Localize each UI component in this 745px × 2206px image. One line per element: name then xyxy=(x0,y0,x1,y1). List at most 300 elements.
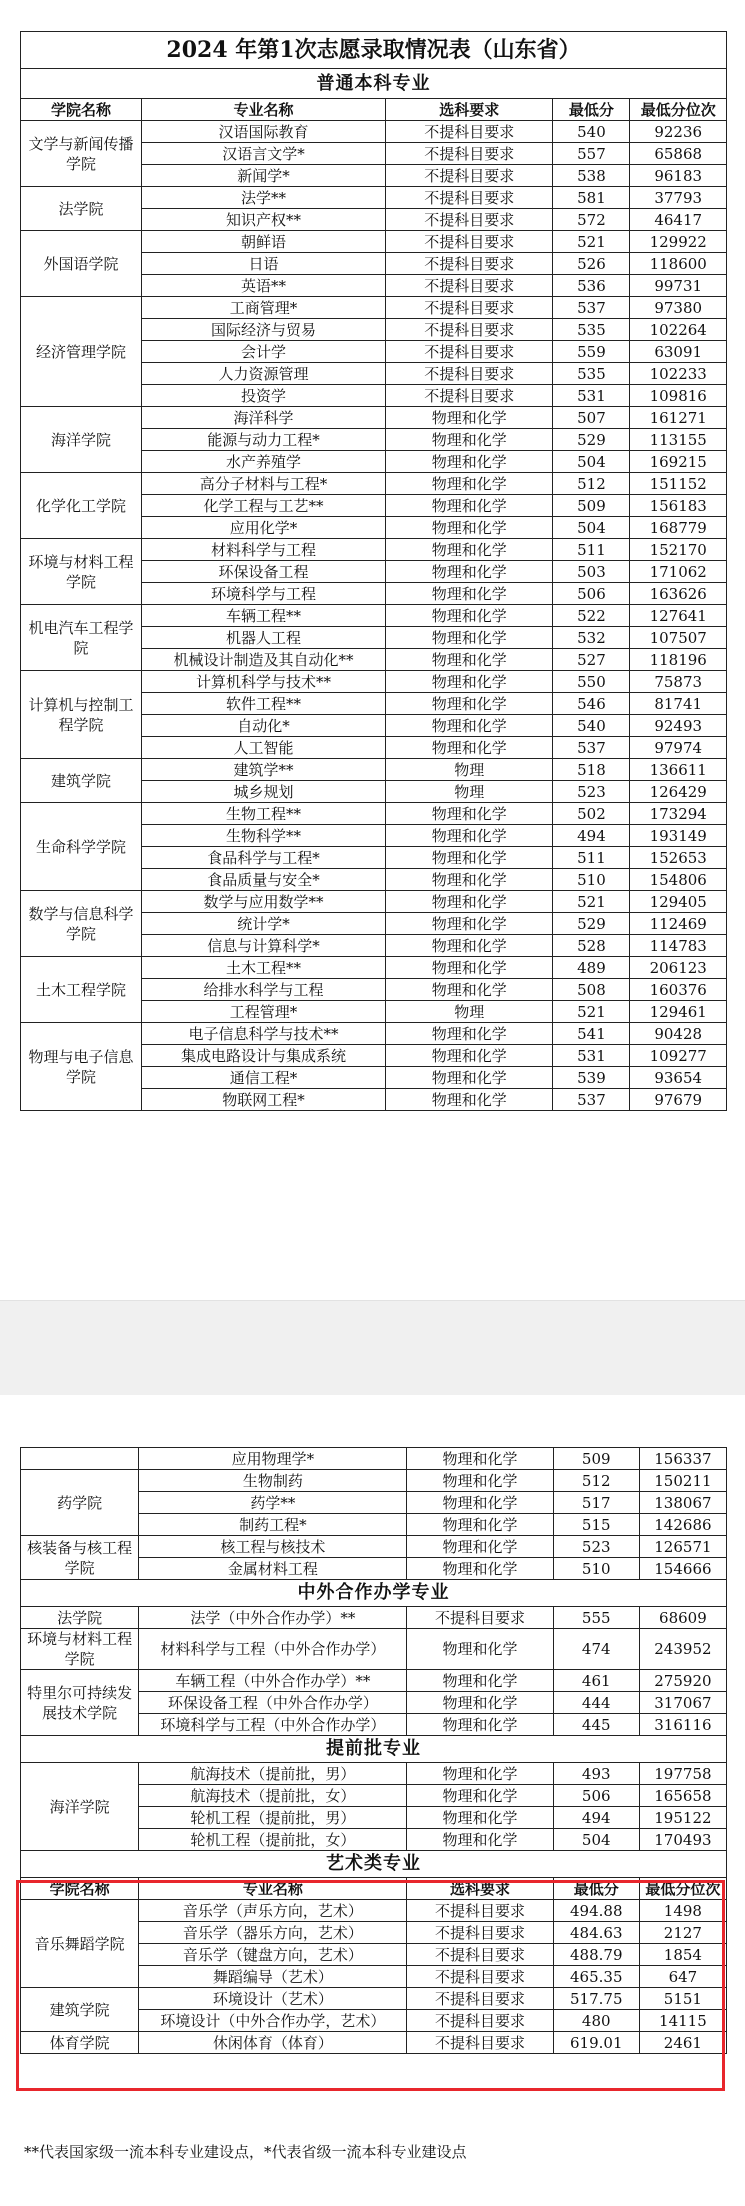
min-score: 531 xyxy=(553,1045,630,1067)
header-college: 学院名称 xyxy=(21,99,142,121)
min-score: 522 xyxy=(553,605,630,627)
college-name: 经济管理学院 xyxy=(21,297,142,407)
college-name: 化学化工学院 xyxy=(21,473,142,539)
college-name: 环境与材料工程学院 xyxy=(21,539,142,605)
header-min-score: 最低分 xyxy=(553,99,630,121)
min-score: 540 xyxy=(553,121,630,143)
min-rank: 90428 xyxy=(630,1023,727,1045)
subject-requirement: 物理和化学 xyxy=(386,627,553,649)
min-rank: 317067 xyxy=(639,1692,726,1714)
subject-requirement: 物理和化学 xyxy=(407,1714,553,1736)
major-name: 知识产权** xyxy=(141,209,385,231)
major-name: 轮机工程（提前批，女） xyxy=(139,1829,407,1851)
subject-requirement: 不提科目要求 xyxy=(386,121,553,143)
subject-requirement: 物理和化学 xyxy=(407,1492,553,1514)
table-row xyxy=(21,1470,727,1492)
min-score: 480 xyxy=(553,2010,639,2032)
min-rank: 160376 xyxy=(630,979,727,1001)
min-score: 521 xyxy=(553,1001,630,1023)
subject-requirement: 不提科目要求 xyxy=(386,187,553,209)
subject-requirement: 不提科目要求 xyxy=(386,253,553,275)
min-score: 508 xyxy=(553,979,630,1001)
subject-requirement: 物理 xyxy=(386,781,553,803)
min-score: 546 xyxy=(553,693,630,715)
subject-requirement: 物理 xyxy=(386,759,553,781)
table-row xyxy=(21,473,727,495)
table-row xyxy=(21,759,727,781)
min-rank: 14115 xyxy=(639,2010,726,2032)
subject-requirement: 不提科目要求 xyxy=(386,209,553,231)
table-row xyxy=(21,1607,727,1629)
subject-requirement: 不提科目要求 xyxy=(407,1922,553,1944)
min-rank: 129405 xyxy=(630,891,727,913)
subject-requirement: 物理和化学 xyxy=(407,1536,553,1558)
min-rank: 138067 xyxy=(639,1492,726,1514)
table-row xyxy=(21,231,727,253)
major-name: 环保设备工程（中外合作办学） xyxy=(139,1692,407,1714)
major-name: 音乐学（声乐方向，艺术） xyxy=(139,1900,407,1922)
college-name: 法学院 xyxy=(21,1607,139,1629)
subject-requirement: 物理和化学 xyxy=(386,517,553,539)
major-name: 食品科学与工程* xyxy=(141,847,385,869)
college-name: 计算机与控制工程学院 xyxy=(21,671,142,759)
table-row xyxy=(21,1023,727,1045)
min-score: 521 xyxy=(553,231,630,253)
min-score: 510 xyxy=(553,869,630,891)
min-score: 509 xyxy=(553,1448,639,1470)
min-score: 540 xyxy=(553,715,630,737)
subject-requirement: 物理和化学 xyxy=(386,737,553,759)
min-rank: 173294 xyxy=(630,803,727,825)
min-score: 537 xyxy=(553,737,630,759)
major-name: 投资学 xyxy=(141,385,385,407)
min-score: 528 xyxy=(553,935,630,957)
college-name: 外国语学院 xyxy=(21,231,142,297)
min-rank: 152653 xyxy=(630,847,727,869)
header-subject: 选科要求 xyxy=(407,1878,553,1900)
min-rank: 68609 xyxy=(639,1607,726,1629)
subject-requirement: 物理和化学 xyxy=(386,495,553,517)
subject-requirement: 物理和化学 xyxy=(407,1670,553,1692)
min-score: 512 xyxy=(553,473,630,495)
min-score: 502 xyxy=(553,803,630,825)
min-score: 537 xyxy=(553,1089,630,1111)
min-score: 529 xyxy=(553,913,630,935)
min-score: 489 xyxy=(553,957,630,979)
section-art-heading: 艺术类专业 xyxy=(21,1851,727,1878)
min-rank: 169215 xyxy=(630,451,727,473)
major-name: 材料科学与工程 xyxy=(141,539,385,561)
min-rank: 136611 xyxy=(630,759,727,781)
art-section-highlight xyxy=(16,1880,725,2091)
min-rank: 127641 xyxy=(630,605,727,627)
subject-requirement: 不提科目要求 xyxy=(386,275,553,297)
college-name: 海洋学院 xyxy=(21,407,142,473)
min-score: 539 xyxy=(553,1067,630,1089)
min-score: 531 xyxy=(553,385,630,407)
min-rank: 165658 xyxy=(639,1785,726,1807)
min-score: 504 xyxy=(553,451,630,473)
subject-requirement: 物理和化学 xyxy=(386,1089,553,1111)
min-rank: 152170 xyxy=(630,539,727,561)
major-name: 制药工程* xyxy=(139,1514,407,1536)
major-name: 软件工程** xyxy=(141,693,385,715)
major-name: 能源与动力工程* xyxy=(141,429,385,451)
min-rank: 316116 xyxy=(639,1714,726,1736)
major-name: 生物制药 xyxy=(139,1470,407,1492)
subject-requirement: 物理和化学 xyxy=(386,913,553,935)
major-name: 通信工程* xyxy=(141,1067,385,1089)
major-name: 环境科学与工程 xyxy=(141,583,385,605)
section-advance-heading: 提前批专业 xyxy=(21,1736,727,1763)
major-name: 机械设计制造及其自动化** xyxy=(141,649,385,671)
min-rank: 171062 xyxy=(630,561,727,583)
min-rank: 99731 xyxy=(630,275,727,297)
table-row xyxy=(21,957,727,979)
min-score: 488.79 xyxy=(553,1944,639,1966)
min-score: 555 xyxy=(553,1607,639,1629)
subject-requirement: 物理和化学 xyxy=(386,979,553,1001)
min-rank: 206123 xyxy=(630,957,727,979)
college-name: 海洋学院 xyxy=(21,1763,139,1851)
subject-requirement: 物理和化学 xyxy=(407,1558,553,1580)
min-rank: 92236 xyxy=(630,121,727,143)
table-row xyxy=(21,803,727,825)
min-rank: 5151 xyxy=(639,1988,726,2010)
header-subject: 选科要求 xyxy=(386,99,553,121)
major-name: 机器人工程 xyxy=(141,627,385,649)
min-rank: 118600 xyxy=(630,253,727,275)
table-row xyxy=(21,1448,727,1470)
page-2 xyxy=(0,1395,745,2206)
min-score: 484.63 xyxy=(553,1922,639,1944)
min-score: 511 xyxy=(553,847,630,869)
major-name: 汉语言文学* xyxy=(141,143,385,165)
min-score: 538 xyxy=(553,165,630,187)
subject-requirement: 物理和化学 xyxy=(386,869,553,891)
subject-requirement: 物理和化学 xyxy=(407,1829,553,1851)
major-name: 金属材料工程 xyxy=(139,1558,407,1580)
subject-requirement: 物理和化学 xyxy=(407,1470,553,1492)
subject-requirement: 物理和化学 xyxy=(386,803,553,825)
min-score: 550 xyxy=(553,671,630,693)
college-name: 音乐舞蹈学院 xyxy=(21,1900,139,1988)
min-score: 527 xyxy=(553,649,630,671)
min-rank: 63091 xyxy=(630,341,727,363)
min-rank: 129922 xyxy=(630,231,727,253)
subject-requirement: 物理和化学 xyxy=(386,561,553,583)
major-name: 食品质量与安全* xyxy=(141,869,385,891)
major-name: 国际经济与贸易 xyxy=(141,319,385,341)
min-rank: 102264 xyxy=(630,319,727,341)
min-rank: 97974 xyxy=(630,737,727,759)
major-name: 计算机科学与技术** xyxy=(141,671,385,693)
min-rank: 142686 xyxy=(639,1514,726,1536)
subject-requirement: 不提科目要求 xyxy=(407,1966,553,1988)
subject-requirement: 不提科目要求 xyxy=(407,1988,553,2010)
min-score: 445 xyxy=(553,1714,639,1736)
table-title: 2024 年第1次志愿录取情况表（山东省） xyxy=(21,32,727,69)
min-score: 474 xyxy=(553,1629,639,1670)
header-min-rank: 最低分位次 xyxy=(639,1878,726,1900)
college-name: 体育学院 xyxy=(21,2032,139,2054)
college-name: 生命科学学院 xyxy=(21,803,142,891)
min-score: 506 xyxy=(553,1785,639,1807)
min-rank: 112469 xyxy=(630,913,727,935)
subject-requirement: 物理和化学 xyxy=(407,1448,553,1470)
min-rank: 107507 xyxy=(630,627,727,649)
major-name: 航海技术（提前批，女） xyxy=(139,1785,407,1807)
major-name: 城乡规划 xyxy=(141,781,385,803)
subject-requirement: 不提科目要求 xyxy=(407,2032,553,2054)
min-rank: 97380 xyxy=(630,297,727,319)
min-score: 517 xyxy=(553,1492,639,1514)
college-name: 特里尔可持续发展技术学院 xyxy=(21,1670,139,1736)
table-row xyxy=(21,1763,727,1785)
subject-requirement: 物理和化学 xyxy=(386,473,553,495)
min-score: 504 xyxy=(553,1829,639,1851)
major-name: 应用化学* xyxy=(141,517,385,539)
subject-requirement: 物理和化学 xyxy=(386,693,553,715)
major-name: 人力资源管理 xyxy=(141,363,385,385)
college-name: 核装备与核工程学院 xyxy=(21,1536,139,1580)
min-rank: 75873 xyxy=(630,671,727,693)
table-row xyxy=(21,671,727,693)
min-rank: 168779 xyxy=(630,517,727,539)
min-score: 504 xyxy=(553,517,630,539)
min-score: 494 xyxy=(553,1807,639,1829)
major-name: 车辆工程** xyxy=(141,605,385,627)
subject-requirement: 物理和化学 xyxy=(386,407,553,429)
subject-requirement: 物理和化学 xyxy=(386,451,553,473)
min-score: 518 xyxy=(553,759,630,781)
page-separator xyxy=(0,1300,745,1397)
min-score: 494 xyxy=(553,825,630,847)
major-name: 车辆工程（中外合作办学）** xyxy=(139,1670,407,1692)
subject-requirement: 不提科目要求 xyxy=(407,1900,553,1922)
min-score: 572 xyxy=(553,209,630,231)
min-score: 526 xyxy=(553,253,630,275)
major-name: 生物工程** xyxy=(141,803,385,825)
subject-requirement: 物理和化学 xyxy=(407,1514,553,1536)
min-rank: 97679 xyxy=(630,1089,727,1111)
min-rank: 1498 xyxy=(639,1900,726,1922)
min-rank: 156183 xyxy=(630,495,727,517)
min-score: 517.75 xyxy=(553,1988,639,2010)
table-row xyxy=(21,407,727,429)
major-name: 物联网工程* xyxy=(141,1089,385,1111)
min-score: 444 xyxy=(553,1692,639,1714)
college-name: 数学与信息科学学院 xyxy=(21,891,142,957)
table-row xyxy=(21,891,727,913)
subject-requirement: 不提科目要求 xyxy=(386,385,553,407)
college-name: 药学院 xyxy=(21,1470,139,1536)
major-name: 水产养殖学 xyxy=(141,451,385,473)
min-rank: 93654 xyxy=(630,1067,727,1089)
min-score: 532 xyxy=(553,627,630,649)
subject-requirement: 物理和化学 xyxy=(386,957,553,979)
major-name: 药学** xyxy=(139,1492,407,1514)
min-score: 619.01 xyxy=(553,2032,639,2054)
major-name: 给排水科学与工程 xyxy=(141,979,385,1001)
major-name: 航海技术（提前批，男） xyxy=(139,1763,407,1785)
subject-requirement: 物理 xyxy=(386,1001,553,1023)
min-score: 523 xyxy=(553,1536,639,1558)
major-name: 电子信息科学与技术** xyxy=(141,1023,385,1045)
min-rank: 154666 xyxy=(639,1558,726,1580)
min-score: 535 xyxy=(553,363,630,385)
subject-requirement: 物理和化学 xyxy=(407,1692,553,1714)
min-score: 465.35 xyxy=(553,1966,639,1988)
subject-requirement: 物理和化学 xyxy=(407,1629,553,1670)
major-name: 环境设计（中外合作办学，艺术） xyxy=(139,2010,407,2032)
table-row xyxy=(21,187,727,209)
min-score: 507 xyxy=(553,407,630,429)
major-name: 日语 xyxy=(141,253,385,275)
header-min-score: 最低分 xyxy=(553,1878,639,1900)
table-row xyxy=(21,297,727,319)
min-score: 521 xyxy=(553,891,630,913)
min-score: 506 xyxy=(553,583,630,605)
subject-requirement: 物理和化学 xyxy=(386,671,553,693)
subject-requirement: 物理和化学 xyxy=(386,583,553,605)
subject-requirement: 物理和化学 xyxy=(386,429,553,451)
major-name: 轮机工程（提前批，男） xyxy=(139,1807,407,1829)
min-rank: 126429 xyxy=(630,781,727,803)
subject-requirement: 不提科目要求 xyxy=(386,165,553,187)
subject-requirement: 物理和化学 xyxy=(386,539,553,561)
subject-requirement: 物理和化学 xyxy=(386,935,553,957)
min-rank: 195122 xyxy=(639,1807,726,1829)
subject-requirement: 不提科目要求 xyxy=(407,1944,553,1966)
major-name: 应用物理学* xyxy=(139,1448,407,1470)
major-name: 音乐学（器乐方向，艺术） xyxy=(139,1922,407,1944)
min-score: 537 xyxy=(553,297,630,319)
subject-requirement: 不提科目要求 xyxy=(386,319,553,341)
min-rank: 114783 xyxy=(630,935,727,957)
subject-requirement: 物理和化学 xyxy=(386,649,553,671)
min-score: 509 xyxy=(553,495,630,517)
major-name: 工程管理* xyxy=(141,1001,385,1023)
major-name: 化学工程与工艺** xyxy=(141,495,385,517)
min-rank: 92493 xyxy=(630,715,727,737)
min-score: 515 xyxy=(553,1514,639,1536)
subject-requirement: 不提科目要求 xyxy=(386,143,553,165)
min-rank: 37793 xyxy=(630,187,727,209)
table-row xyxy=(21,605,727,627)
major-name: 建筑学** xyxy=(141,759,385,781)
major-name: 工商管理* xyxy=(141,297,385,319)
major-name: 英语** xyxy=(141,275,385,297)
major-name: 土木工程** xyxy=(141,957,385,979)
min-score: 557 xyxy=(553,143,630,165)
subject-requirement: 物理和化学 xyxy=(386,1067,553,1089)
subject-requirement: 不提科目要求 xyxy=(386,341,553,363)
subject-requirement: 物理和化学 xyxy=(386,825,553,847)
table-row xyxy=(21,1536,727,1558)
min-rank: 109277 xyxy=(630,1045,727,1067)
header-min-rank: 最低分位次 xyxy=(630,99,727,121)
section-regular-heading: 普通本科专业 xyxy=(21,69,727,99)
admission-table-page-1 xyxy=(20,31,727,1111)
min-rank: 275920 xyxy=(639,1670,726,1692)
major-name: 音乐学（键盘方向，艺术） xyxy=(139,1944,407,1966)
min-rank: 2461 xyxy=(639,2032,726,2054)
major-name: 环境科学与工程（中外合作办学） xyxy=(139,1714,407,1736)
major-name: 统计学* xyxy=(141,913,385,935)
subject-requirement: 物理和化学 xyxy=(407,1807,553,1829)
min-rank: 2127 xyxy=(639,1922,726,1944)
subject-requirement: 不提科目要求 xyxy=(407,2010,553,2032)
college-name: 机电汽车工程学院 xyxy=(21,605,142,671)
min-rank: 109816 xyxy=(630,385,727,407)
table-row xyxy=(21,1670,727,1692)
subject-requirement: 物理和化学 xyxy=(386,605,553,627)
subject-requirement: 物理和化学 xyxy=(386,1023,553,1045)
major-name: 环保设备工程 xyxy=(141,561,385,583)
college-name: 法学院 xyxy=(21,187,142,231)
min-rank: 96183 xyxy=(630,165,727,187)
major-name: 汉语国际教育 xyxy=(141,121,385,143)
college-name xyxy=(21,1448,139,1470)
min-score: 529 xyxy=(553,429,630,451)
header-college: 学院名称 xyxy=(21,1878,139,1900)
min-rank: 129461 xyxy=(630,1001,727,1023)
table-row xyxy=(21,121,727,143)
major-name: 生物科学** xyxy=(141,825,385,847)
min-score: 512 xyxy=(553,1470,639,1492)
major-name: 新闻学* xyxy=(141,165,385,187)
min-rank: 243952 xyxy=(639,1629,726,1670)
min-score: 503 xyxy=(553,561,630,583)
footnote: **代表国家级一流本科专业建设点，*代表省级一流本科专业建设点 xyxy=(24,2143,467,2161)
min-score: 559 xyxy=(553,341,630,363)
min-rank: 647 xyxy=(639,1966,726,1988)
major-name: 海洋科学 xyxy=(141,407,385,429)
min-rank: 163626 xyxy=(630,583,727,605)
min-rank: 65868 xyxy=(630,143,727,165)
major-name: 环境设计（艺术） xyxy=(139,1988,407,2010)
major-name: 法学（中外合作办学）** xyxy=(139,1607,407,1629)
major-name: 法学** xyxy=(141,187,385,209)
subject-requirement: 物理和化学 xyxy=(386,891,553,913)
major-name: 集成电路设计与集成系统 xyxy=(141,1045,385,1067)
min-rank: 118196 xyxy=(630,649,727,671)
subject-requirement: 物理和化学 xyxy=(386,1045,553,1067)
major-name: 朝鲜语 xyxy=(141,231,385,253)
min-rank: 154806 xyxy=(630,869,727,891)
major-name: 舞蹈编导（艺术） xyxy=(139,1966,407,1988)
subject-requirement: 不提科目要求 xyxy=(386,363,553,385)
min-rank: 193149 xyxy=(630,825,727,847)
college-name: 物理与电子信息学院 xyxy=(21,1023,142,1111)
header-major: 专业名称 xyxy=(139,1878,407,1900)
section-coop-heading: 中外合作办学专业 xyxy=(21,1580,727,1607)
min-rank: 156337 xyxy=(639,1448,726,1470)
major-name: 高分子材料与工程* xyxy=(141,473,385,495)
major-name: 核工程与核技术 xyxy=(139,1536,407,1558)
major-name: 休闲体育（体育） xyxy=(139,2032,407,2054)
subject-requirement: 不提科目要求 xyxy=(386,297,553,319)
min-rank: 1854 xyxy=(639,1944,726,1966)
subject-requirement: 物理和化学 xyxy=(386,847,553,869)
min-score: 581 xyxy=(553,187,630,209)
subject-requirement: 不提科目要求 xyxy=(407,1607,553,1629)
college-name: 文学与新闻传播学院 xyxy=(21,121,142,187)
min-rank: 161271 xyxy=(630,407,727,429)
min-score: 510 xyxy=(553,1558,639,1580)
subject-requirement: 物理和化学 xyxy=(407,1785,553,1807)
